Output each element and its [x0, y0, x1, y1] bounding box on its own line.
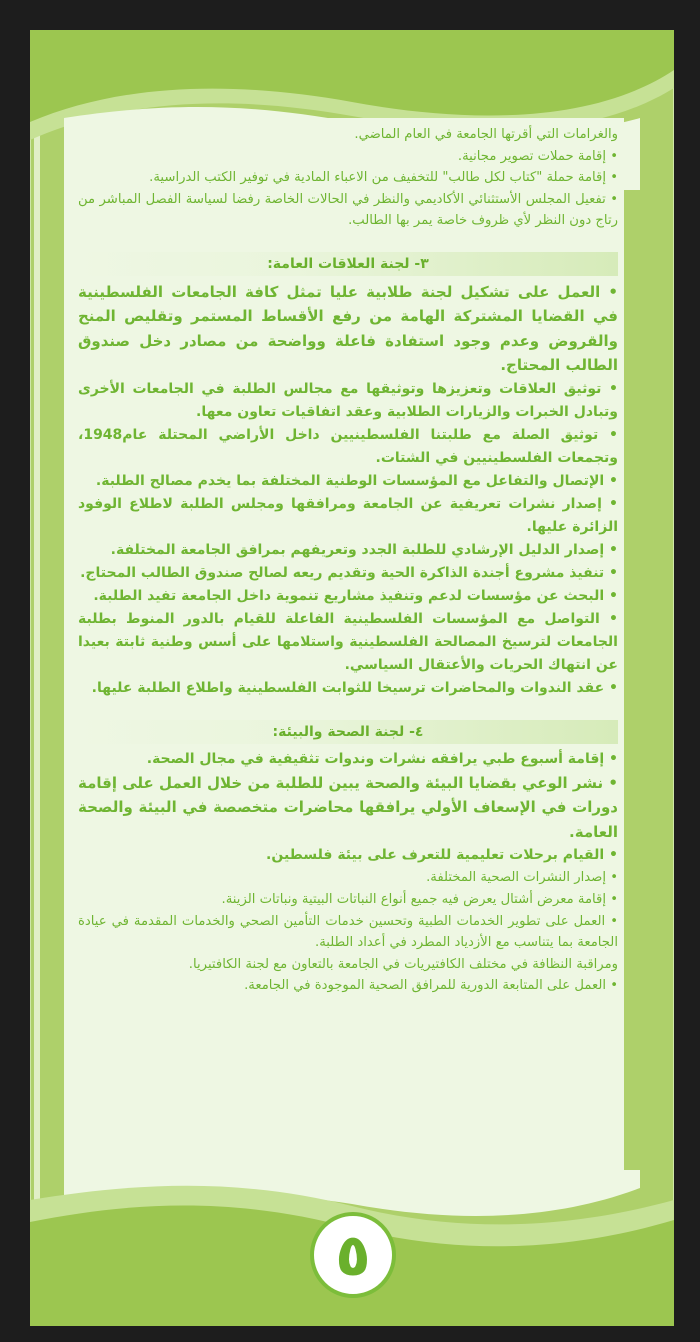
intro-bullet: • تفعيل المجلس الأستثنائي الأكاديمي والنظر في الحالات الخاصة رفضا لسياسة الفصل المباشر من رتاج دون النظر لأي ظروف خاصة يمر بها الطالب.	[78, 189, 618, 232]
list-item: • إقامة معرض أشتال يعرض فيه جميع أنواع النباتات البيتية ونباتات الزينة.	[78, 889, 618, 911]
list-item: • العمل على المتابعة الدورية للمرافق الصحية الموجودة في الجامعة.	[78, 975, 618, 997]
article-text	[78, 124, 618, 997]
list-item: • التواصل مع المؤسسات الفلسطينية الفاعلة للقيام بالدور المنوط بطلبة الجامعات لترسيخ المصالحة الفلسطينية واستلامها على أسس وطنية ثابتة بعيدا عن انتهاك الحريات والأعتقال السياسي.	[78, 608, 618, 677]
list-item: • إصدار الدليل الإرشادي للطلبة الجدد وتعريفهم بمرافق الجامعة المختلفة.	[78, 539, 618, 562]
list-item: • عقد الندوات والمحاضرات ترسيخا للثوابت الفلسطينية واطلاع الطلبة عليها.	[78, 677, 618, 700]
list-item: • توثيق العلاقات وتعزيزها وتوثيقها مع مجالس الطلبة في الجامعات الأخرى وتبادل الخبرات والزيارات الطلابية وعقد اتفاقيات تعاون معها.	[78, 378, 618, 424]
page-fold-edge	[34, 32, 40, 1322]
list-item: • العمل على تطوير الخدمات الطبية وتحسين خدمات التأمين الصحي والخدمات المقدمة في عيادة الجامعة بما يتناسب مع الأزدياد المطرد في أعداد الطلبة.	[78, 911, 618, 954]
list-item: • البحث عن مؤسسات لدعم وتنفيذ مشاريع تنموية داخل الجامعة تفيد الطلبة.	[78, 585, 618, 608]
list-item: • العمل على تشكيل لجنة طلابية عليا تمثل كافة الجامعات الفلسطينية في القضايا المشتركة الهامة من رفع الأقساط المستمر وتقليص المنح والقروض وعدم وجود استفادة فاعلة وواضحة من مصادر دخل صندوق الطالب المحتاج.	[78, 280, 618, 378]
list-item: ومراقبة النظافة في مختلف الكافتيريات في الجامعة بالتعاون مع لجنة الكافتيريا.	[188, 956, 618, 972]
list-item: • تنفيذ مشروع أجندة الذاكرة الحية وتقديم ريعه لصالح صندوق الطالب المحتاج.	[78, 562, 618, 585]
intro-bullet: • إقامة حملة "كتاب لكل طالب" للتخفيف من الاعباء المادية في توفير الكتب الدراسية.	[78, 167, 618, 189]
list-item: • الإتصال والتفاعل مع المؤسسات الوطنية المختلفة بما يخدم مصالح الطلبة.	[78, 470, 618, 493]
list-item: • القيام برحلات تعليمية للتعرف على بيئة فلسطين.	[78, 844, 618, 867]
section-heading-public-relations: ٣- لجنة العلاقات العامة:	[78, 252, 618, 276]
list-item: • نشر الوعي بقضايا البيئة والصحة يبين للطلبة من خلال العمل على إقامة دورات في الإسعاف الأولي يرافقها محاضرات متخصصة في البيئة والصحة العامة.	[78, 771, 618, 845]
section-heading-health-environment: ٤- لجنة الصحة والبيئة:	[78, 720, 618, 744]
list-item: • توثيق الصلة مع طلبتنا الفلسطينيين داخل الأراضي المحتلة عام1948، وتجمعات الفلسطينيين في الشتات.	[78, 424, 618, 470]
list-item: • إصدار نشرات تعريفية عن الجامعة ومرافقها ومجلس الطلبة لاطلاع الوفود الزائرة عليها.	[78, 493, 618, 539]
intro-bullet: • إقامة حملات تصوير مجانية.	[78, 146, 618, 168]
list-item: • إصدار النشرات الصحية المختلفة.	[78, 867, 618, 889]
page-number-badge: ٥	[310, 1212, 396, 1298]
list-item: • إقامة أسبوع طبي يرافقه نشرات وندوات تثقيفية في مجال الصحة.	[78, 748, 618, 771]
intro-line: والغرامات التي أقرتها الجامعة في العام الماضي.	[354, 127, 618, 142]
